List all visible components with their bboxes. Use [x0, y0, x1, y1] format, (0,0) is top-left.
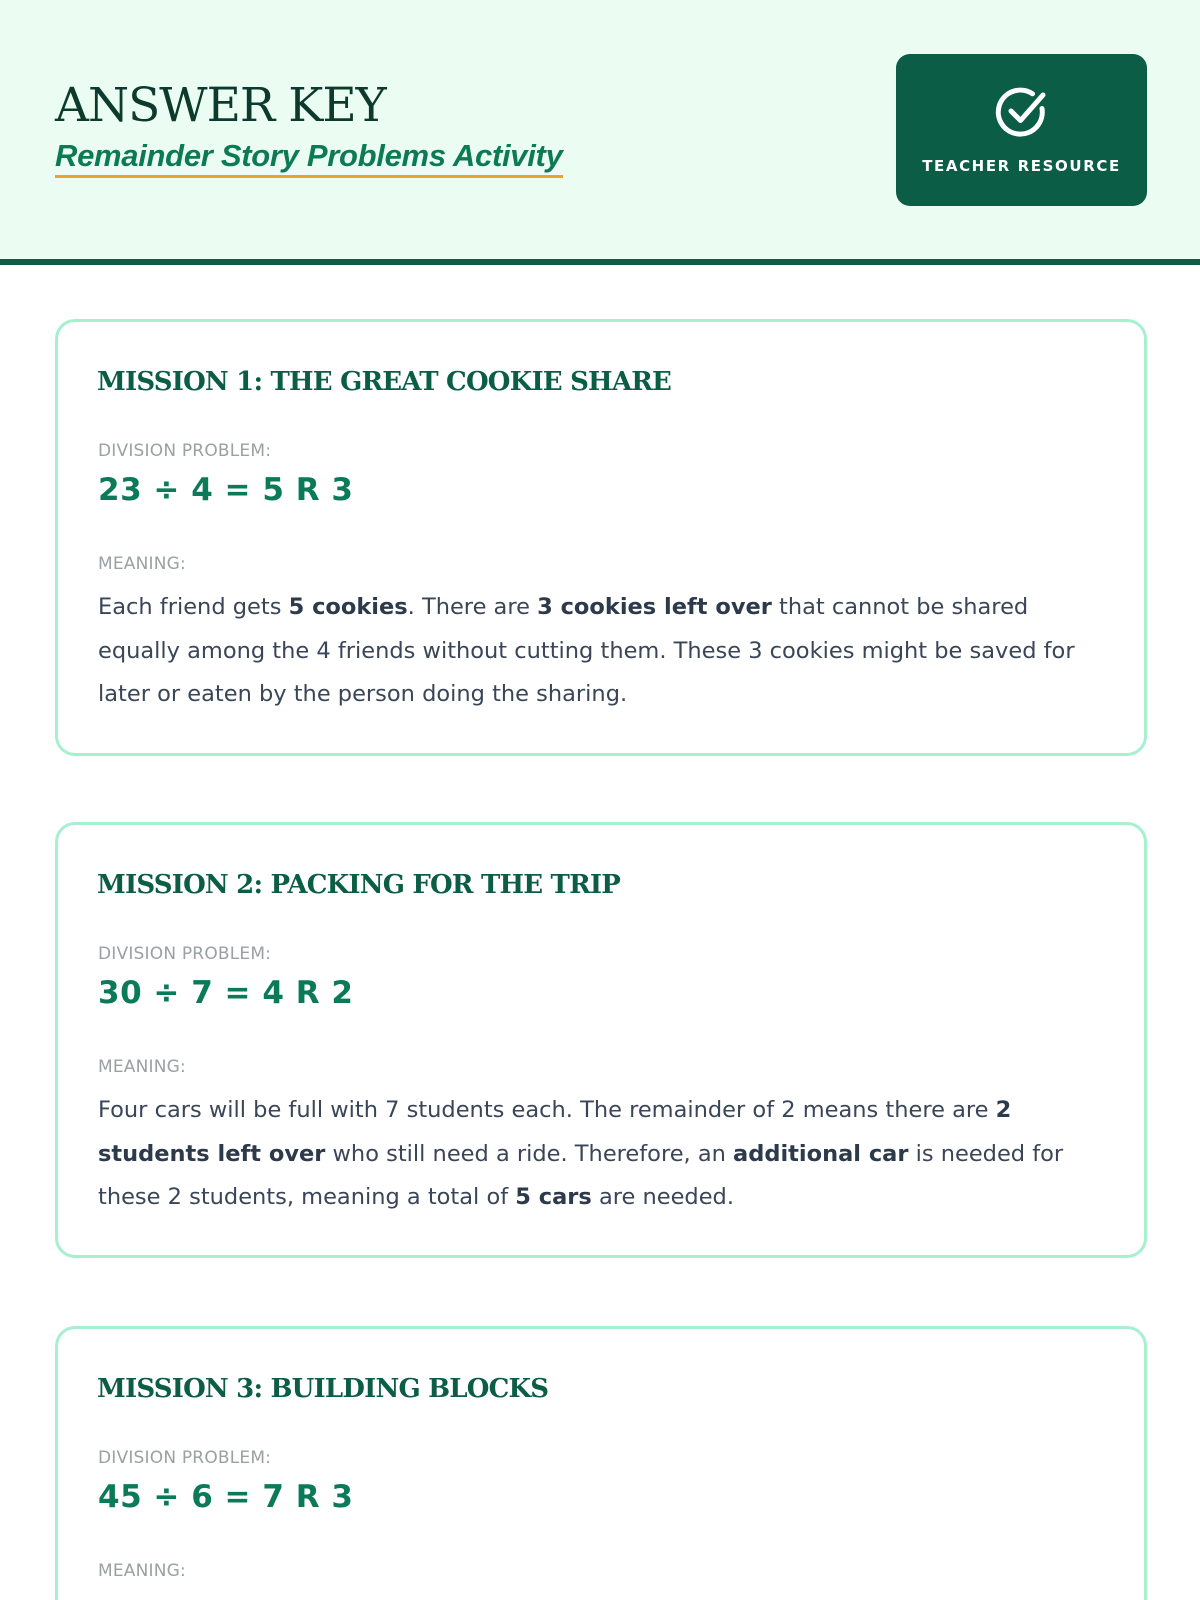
emphasized-text: 3 cookies left over [537, 594, 772, 620]
text-run: who still need a ride. Therefore, an [325, 1140, 734, 1167]
meaning-label: MEANING: [98, 1561, 186, 1581]
meaning-label: MEANING: [98, 554, 186, 574]
check-circle-icon [990, 81, 1054, 145]
division-problem-label: DIVISION PROBLEM: [98, 944, 272, 964]
meaning-label: MEANING: [98, 1057, 186, 1077]
page-header [0, 0, 1200, 265]
text-run: is needed for these 2 students, meaning a total of [98, 1140, 1064, 1210]
mission-title: MISSION 3: BUILDING BLOCKS [97, 1374, 549, 1404]
text-run: Each friend gets [98, 594, 289, 620]
emphasized-text: 5 cookies [288, 594, 408, 620]
badge-label: TEACHER RESOURCE [922, 157, 1121, 175]
emphasized-text: 5 cars [515, 1184, 592, 1210]
page-title: ANSWER KEY [55, 78, 386, 133]
text-run: that cannot be shared equally among the 4 friends without cutting them. These 3 cookies might be saved for later or eaten by the person doing the sharing. [98, 594, 1075, 707]
division-equation: 45 ÷ 6 = 7 R 3 [98, 1479, 354, 1515]
division-problem-label: DIVISION PROBLEM: [98, 1448, 272, 1468]
emphasized-text: 2 students left over [98, 1097, 1012, 1167]
division-equation: 23 ÷ 4 = 5 R 3 [98, 472, 354, 508]
mission-card [55, 1326, 1147, 1600]
mission-title: MISSION 1: THE GREAT COOKIE SHARE [97, 367, 672, 397]
mission-card [55, 319, 1147, 756]
division-equation: 30 ÷ 7 = 4 R 2 [98, 975, 354, 1011]
emphasized-text: additional car [733, 1140, 909, 1167]
teacher-resource-badge [896, 54, 1147, 206]
mission-title: MISSION 2: PACKING FOR THE TRIP [97, 870, 621, 900]
mission-card [55, 822, 1147, 1258]
page-subtitle: Remainder Story Problems Activity [55, 138, 563, 178]
text-run: are needed. [591, 1184, 734, 1210]
text-run: Four cars will be full with 7 students each. The remainder of 2 means there are [98, 1097, 996, 1123]
division-problem-label: DIVISION PROBLEM: [98, 441, 272, 461]
meaning-text [98, 1089, 1103, 1220]
meaning-text [98, 586, 1103, 717]
text-run: . There are [407, 594, 538, 620]
